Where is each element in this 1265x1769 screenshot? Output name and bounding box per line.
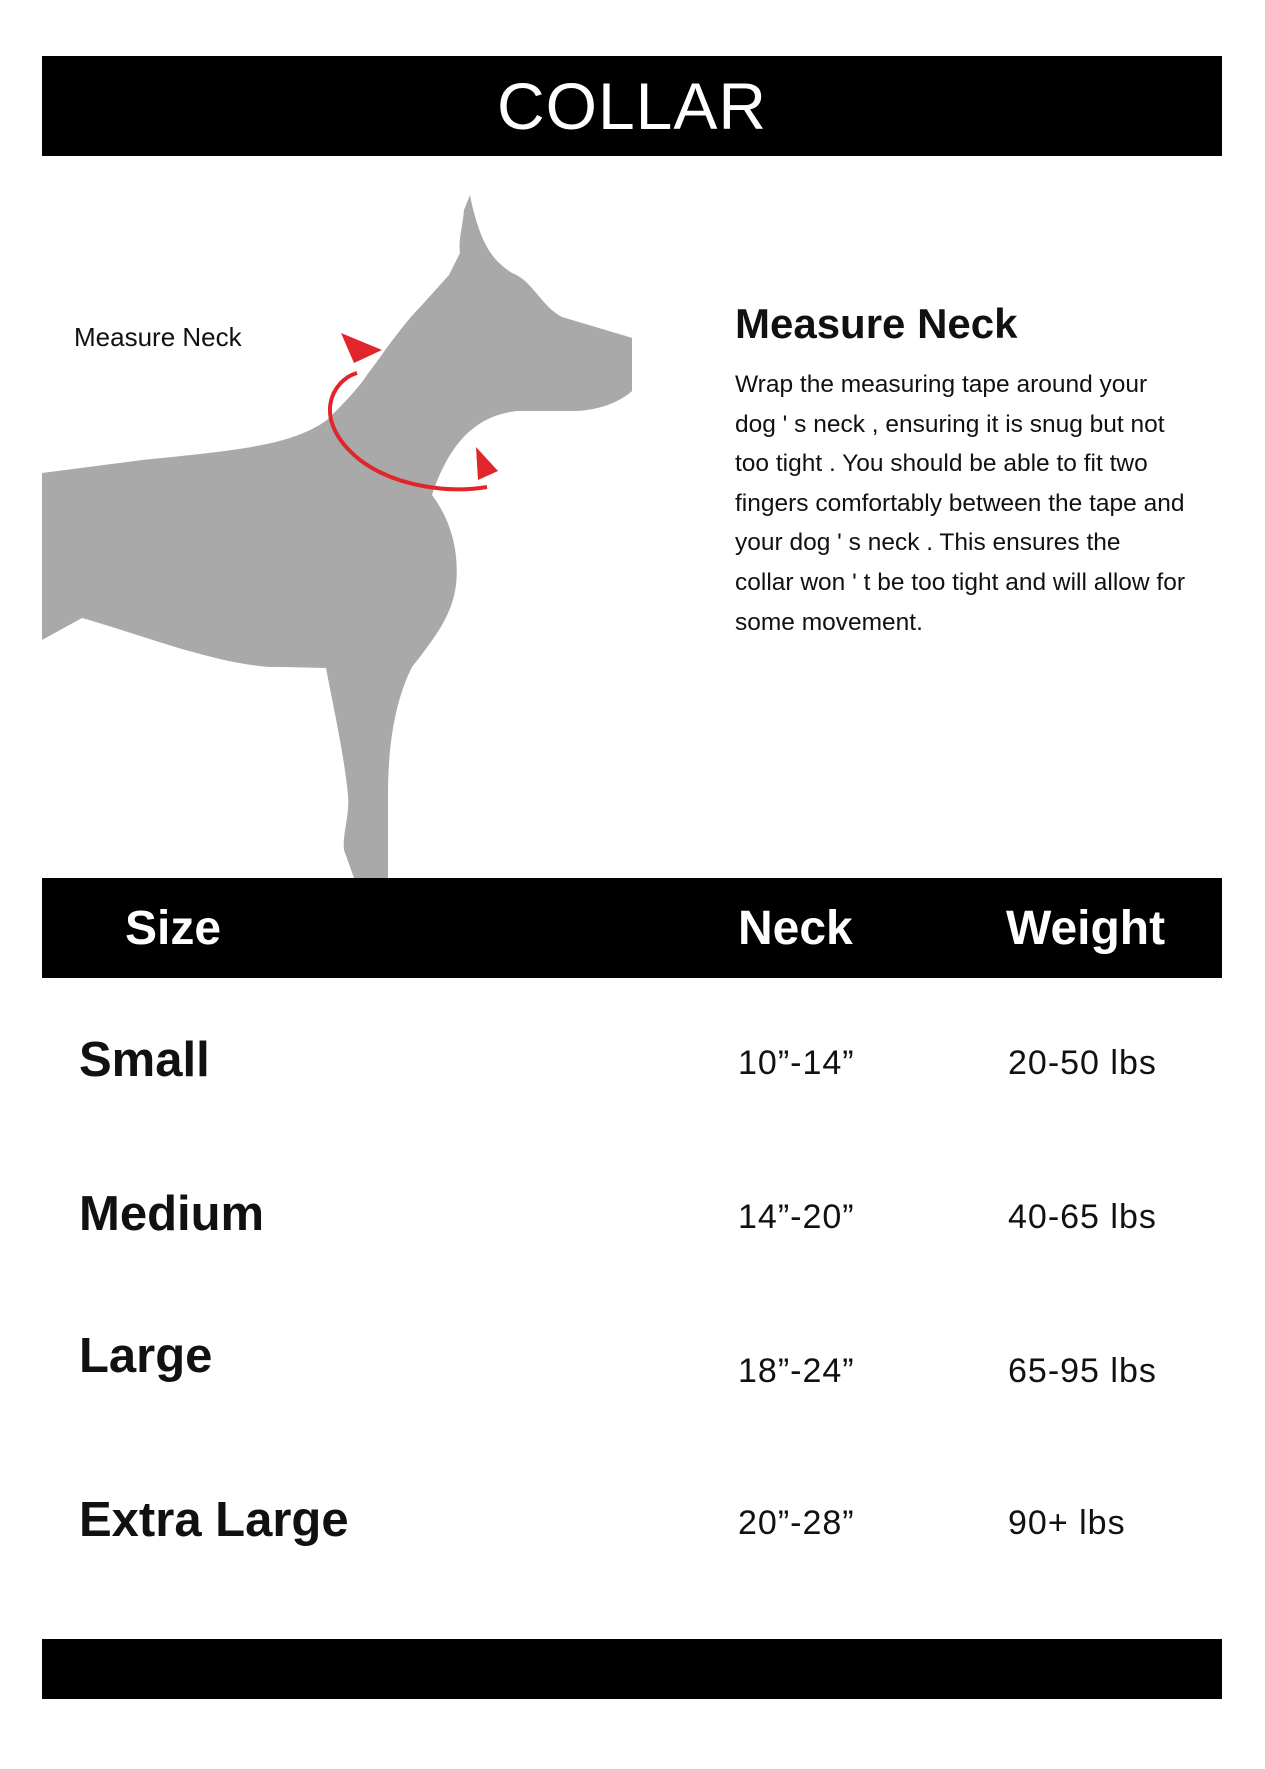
size-cell: Extra Large bbox=[79, 1493, 349, 1547]
measure-arrow-head-top bbox=[341, 333, 382, 363]
size-cell: Large bbox=[79, 1329, 213, 1383]
weight-cell: 65-95 lbs bbox=[1008, 1352, 1157, 1390]
table-header bbox=[42, 878, 1222, 978]
header-size: Size bbox=[125, 901, 222, 955]
measure-neck-label: Measure Neck bbox=[74, 322, 242, 352]
weight-cell: 90+ lbs bbox=[1008, 1504, 1126, 1542]
info-body: Wrap the measuring tape around your dog ' s neck , ensuring it is snug but not too tight . You should be able to fit two fingers comfortably between the tape and your dog ' s neck . This ensures the collar won ' t be too tight and will allow for some movement. bbox=[735, 371, 1185, 636]
table-row bbox=[0, 1186, 1265, 1286]
neck-cell: 20”-28” bbox=[738, 1504, 855, 1542]
title-bar bbox=[42, 56, 1222, 156]
weight-cell: 40-65 lbs bbox=[1008, 1198, 1157, 1236]
weight-cell: 20-50 lbs bbox=[1008, 1044, 1157, 1082]
neck-cell: 14”-20” bbox=[738, 1198, 855, 1236]
footer-bar bbox=[42, 1639, 1222, 1699]
measure-arrow-head-bottom bbox=[476, 447, 498, 480]
info-heading: Measure Neck bbox=[735, 300, 1018, 347]
page-title: COLLAR bbox=[496, 69, 768, 143]
size-cell: Medium bbox=[79, 1187, 265, 1241]
size-cell: Small bbox=[79, 1033, 210, 1087]
header-neck: Neck bbox=[738, 901, 853, 955]
table-row bbox=[0, 1032, 1265, 1132]
table-row bbox=[0, 1328, 1265, 1428]
header-weight: Weight bbox=[1006, 901, 1166, 955]
neck-cell: 18”-24” bbox=[738, 1352, 855, 1390]
dog-silhouette bbox=[42, 195, 632, 878]
dog-silhouette-illustration bbox=[42, 195, 632, 878]
table-row bbox=[0, 1492, 1265, 1592]
neck-cell: 10”-14” bbox=[738, 1044, 855, 1082]
